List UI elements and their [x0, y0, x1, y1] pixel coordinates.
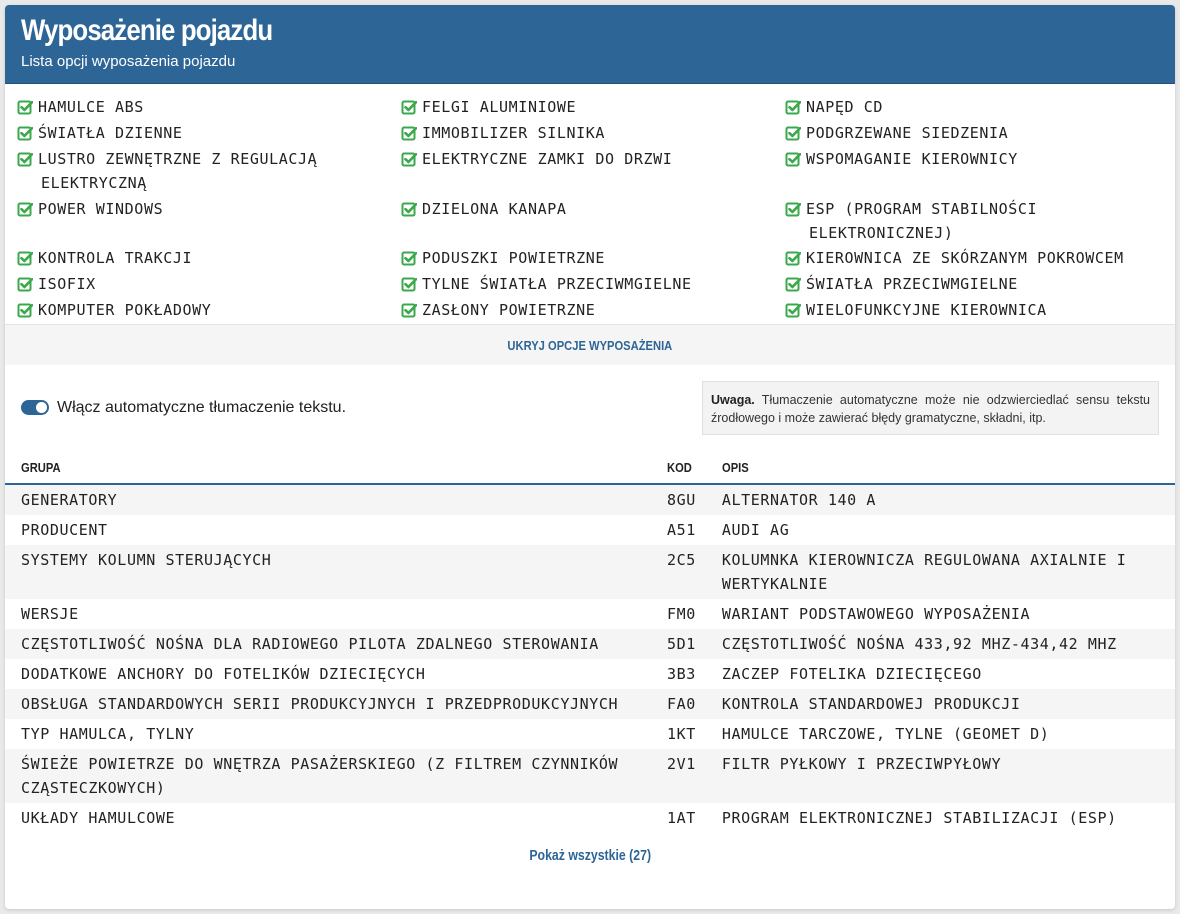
group-cell: WERSJE — [21, 605, 79, 623]
table-row — [5, 659, 1175, 689]
group-cell: SYSTEMY KOLUMN STERUJĄCYCH — [5, 545, 651, 599]
feature-item — [401, 95, 785, 121]
feature-label: ISOFIX — [38, 275, 96, 294]
features-list — [5, 84, 1175, 324]
code-cell: 3B3 — [667, 665, 696, 683]
feature-item — [17, 246, 401, 272]
group-cell: ŚWIEŻE POWIETRZE DO WNĘTRZA PASAŻERSKIEGO (Z FILTREM CZYNNIKÓW CZĄSTECZKOWYCH) — [5, 749, 651, 803]
show-all-link[interactable]: Pokaż wszystkie (27) — [529, 847, 651, 864]
feature-label: POWER WINDOWS — [38, 199, 164, 218]
table-row — [5, 545, 1175, 599]
note-bold: Uwaga. — [711, 393, 755, 407]
description-cell: KOLUMNKA KIEROWNICZA REGULOWANA AXIALNIE I WERTYKALNIE — [706, 545, 1175, 599]
check-square-icon — [401, 201, 417, 217]
feature-item — [401, 246, 785, 272]
check-square-icon — [401, 250, 417, 266]
check-square-icon — [17, 276, 33, 292]
feature-label: WIELOFUNKCYJNE KIEROWNICA — [806, 301, 1047, 320]
check-square-icon — [401, 151, 417, 167]
check-square-icon — [401, 125, 417, 141]
check-square-icon — [785, 201, 801, 217]
feature-label: KOMPUTER POKŁADOWY — [38, 301, 212, 320]
feature-label: ŚWIATŁA DZIENNE — [38, 123, 183, 142]
feature-item — [17, 95, 401, 121]
check-square-icon — [17, 302, 33, 318]
toggle-knob — [36, 402, 47, 413]
check-square-icon — [17, 125, 33, 141]
feature-item — [785, 246, 1175, 272]
auto-translate-label: Włącz automatyczne tłumaczenie tekstu. — [57, 399, 347, 416]
feature-item — [785, 147, 1175, 197]
code-cell: A51 — [667, 521, 696, 539]
feature-item — [401, 272, 785, 298]
description-cell: WARIANT PODSTAWOWEGO WYPOSAŻENIA — [721, 605, 1031, 623]
group-cell: OBSŁUGA STANDARDOWYCH SERII PRODUKCYJNYCH I PRZEDPRODUKCYJNYCH — [5, 689, 651, 719]
code-cell: 2V1 — [651, 749, 706, 803]
feature-label: KONTROLA TRAKCJI — [38, 249, 193, 268]
description-cell: HAMULCE TARCZOWE, TYLNE (GEOMET D) — [721, 725, 1050, 743]
description-cell: ZACZEP FOTELIKA DZIECIĘCEGO — [721, 665, 982, 683]
check-square-icon — [785, 276, 801, 292]
check-square-icon — [785, 151, 801, 167]
check-square-icon — [785, 125, 801, 141]
feature-label: ZASŁONY POWIETRZNE — [422, 301, 596, 320]
feature-label: FELGI ALUMINIOWE — [422, 98, 577, 116]
table-row — [5, 515, 1175, 545]
feature-label: ELEKTRYCZNE ZAMKI DO DRZWI — [422, 149, 673, 168]
feature-label: WSPOMAGANIE KIEROWNICY — [806, 149, 1018, 168]
table-row — [5, 629, 1175, 659]
table-row — [5, 689, 1175, 719]
feature-label: ŚWIATŁA PRZECIWMGIELNE — [806, 275, 1018, 294]
translation-section — [5, 365, 1175, 451]
table-row — [5, 749, 1175, 803]
feature-item — [401, 147, 785, 197]
code-cell: 1AT — [667, 809, 696, 827]
header-code: KOD — [651, 451, 706, 484]
feature-item — [17, 121, 401, 147]
feature-label: HAMULCE ABS — [38, 98, 144, 116]
hide-options-link[interactable]: UKRYJ OPCJE WYPOSAŻENIA — [507, 337, 673, 353]
check-square-icon — [401, 302, 417, 318]
feature-label: PODGRZEWANE SIEDZENIA — [806, 123, 1009, 142]
group-cell: DODATKOWE ANCHORY DO FOTELIKÓW DZIECIĘCYCH — [21, 665, 426, 683]
feature-item — [17, 147, 401, 197]
feature-item — [17, 197, 401, 247]
check-square-icon — [401, 276, 417, 292]
feature-label: NAPĘD CD — [806, 98, 884, 116]
description-cell: CZĘSTOTLIWOŚĆ NOŚNA 433,92 MHZ-434,42 MHZ — [706, 629, 1175, 659]
table-row — [5, 803, 1175, 833]
header-description: OPIS — [706, 451, 1175, 484]
table-row — [5, 719, 1175, 749]
check-square-icon — [17, 250, 33, 266]
feature-item — [17, 298, 401, 324]
check-square-icon — [785, 250, 801, 266]
group-cell: PRODUCENT — [21, 521, 108, 539]
feature-label: ESP (PROGRAM STABILNOŚCI ELEKTRONICZNEJ) — [806, 199, 1038, 242]
auto-translate-toggle[interactable] — [21, 400, 49, 415]
feature-item — [785, 121, 1175, 147]
description-cell: PROGRAM ELEKTRONICZNEJ STABILIZACJI (ESP) — [721, 809, 1117, 827]
note-text: Tłumaczenie automatyczne może nie odzwierciedlać sensu tekstu źrodłowego i może zawierać błędy gramatyczne, składni, itp. — [711, 393, 1150, 425]
feature-item — [401, 197, 785, 247]
page-subtitle: Lista opcji wyposażenia pojazdu — [21, 53, 236, 70]
check-square-icon — [785, 99, 801, 115]
feature-label: LUSTRO ZEWNĘTRZNE Z REGULACJĄ ELEKTRYCZNĄ — [38, 149, 318, 192]
equipment-card — [5, 5, 1175, 909]
feature-item — [785, 298, 1175, 324]
feature-label: IMMOBILIZER SILNIKA — [422, 123, 605, 142]
check-square-icon — [401, 99, 417, 115]
translation-note — [702, 381, 1159, 435]
feature-item — [785, 272, 1175, 298]
feature-label: PODUSZKI POWIETRZNE — [422, 249, 605, 268]
check-square-icon — [17, 151, 33, 167]
code-cell: FM0 — [667, 605, 696, 623]
group-cell: CZĘSTOTLIWOŚĆ NOŚNA DLA RADIOWEGO PILOTA ZDALNEGO STEROWANIA — [5, 629, 651, 659]
table-footer — [5, 833, 1175, 878]
feature-label: KIEROWNICA ZE SKÓRZANYM POKROWCEM — [806, 249, 1124, 268]
group-cell: TYP HAMULCA, TYLNY — [21, 725, 195, 743]
feature-item — [17, 272, 401, 298]
description-cell: FILTR PYŁKOWY I PRZECIWPYŁOWY — [706, 749, 1175, 803]
table-row — [5, 484, 1175, 515]
feature-item — [785, 197, 1175, 247]
group-cell: UKŁADY HAMULCOWE — [21, 809, 176, 827]
code-cell: 5D1 — [651, 629, 706, 659]
feature-label: TYLNE ŚWIATŁA PRZECIWMGIELNE — [422, 275, 692, 294]
check-square-icon — [17, 99, 33, 115]
table-header-row — [5, 451, 1175, 484]
equipment-table — [5, 451, 1175, 833]
code-cell: 1KT — [667, 725, 696, 743]
table-body — [5, 484, 1175, 833]
table-row — [5, 599, 1175, 629]
description-cell: ALTERNATOR 140 A — [706, 484, 1175, 515]
feature-item — [401, 121, 785, 147]
header-group: GRUPA — [5, 451, 651, 484]
description-cell: KONTROLA STANDARDOWEJ PRODUKCJI — [706, 689, 1175, 719]
card-header — [5, 5, 1175, 84]
check-square-icon — [785, 302, 801, 318]
code-cell: 2C5 — [651, 545, 706, 599]
group-cell: GENERATORY — [5, 484, 651, 515]
check-square-icon — [17, 201, 33, 217]
feature-item — [785, 95, 1175, 121]
page-title: Wyposażenie pojazdu — [21, 14, 273, 47]
feature-label: DZIELONA KANAPA — [422, 199, 567, 218]
code-cell: FA0 — [651, 689, 706, 719]
description-cell: AUDI AG — [721, 521, 790, 539]
hide-options-bar — [5, 324, 1175, 365]
code-cell: 8GU — [651, 484, 706, 515]
feature-item — [401, 298, 785, 324]
